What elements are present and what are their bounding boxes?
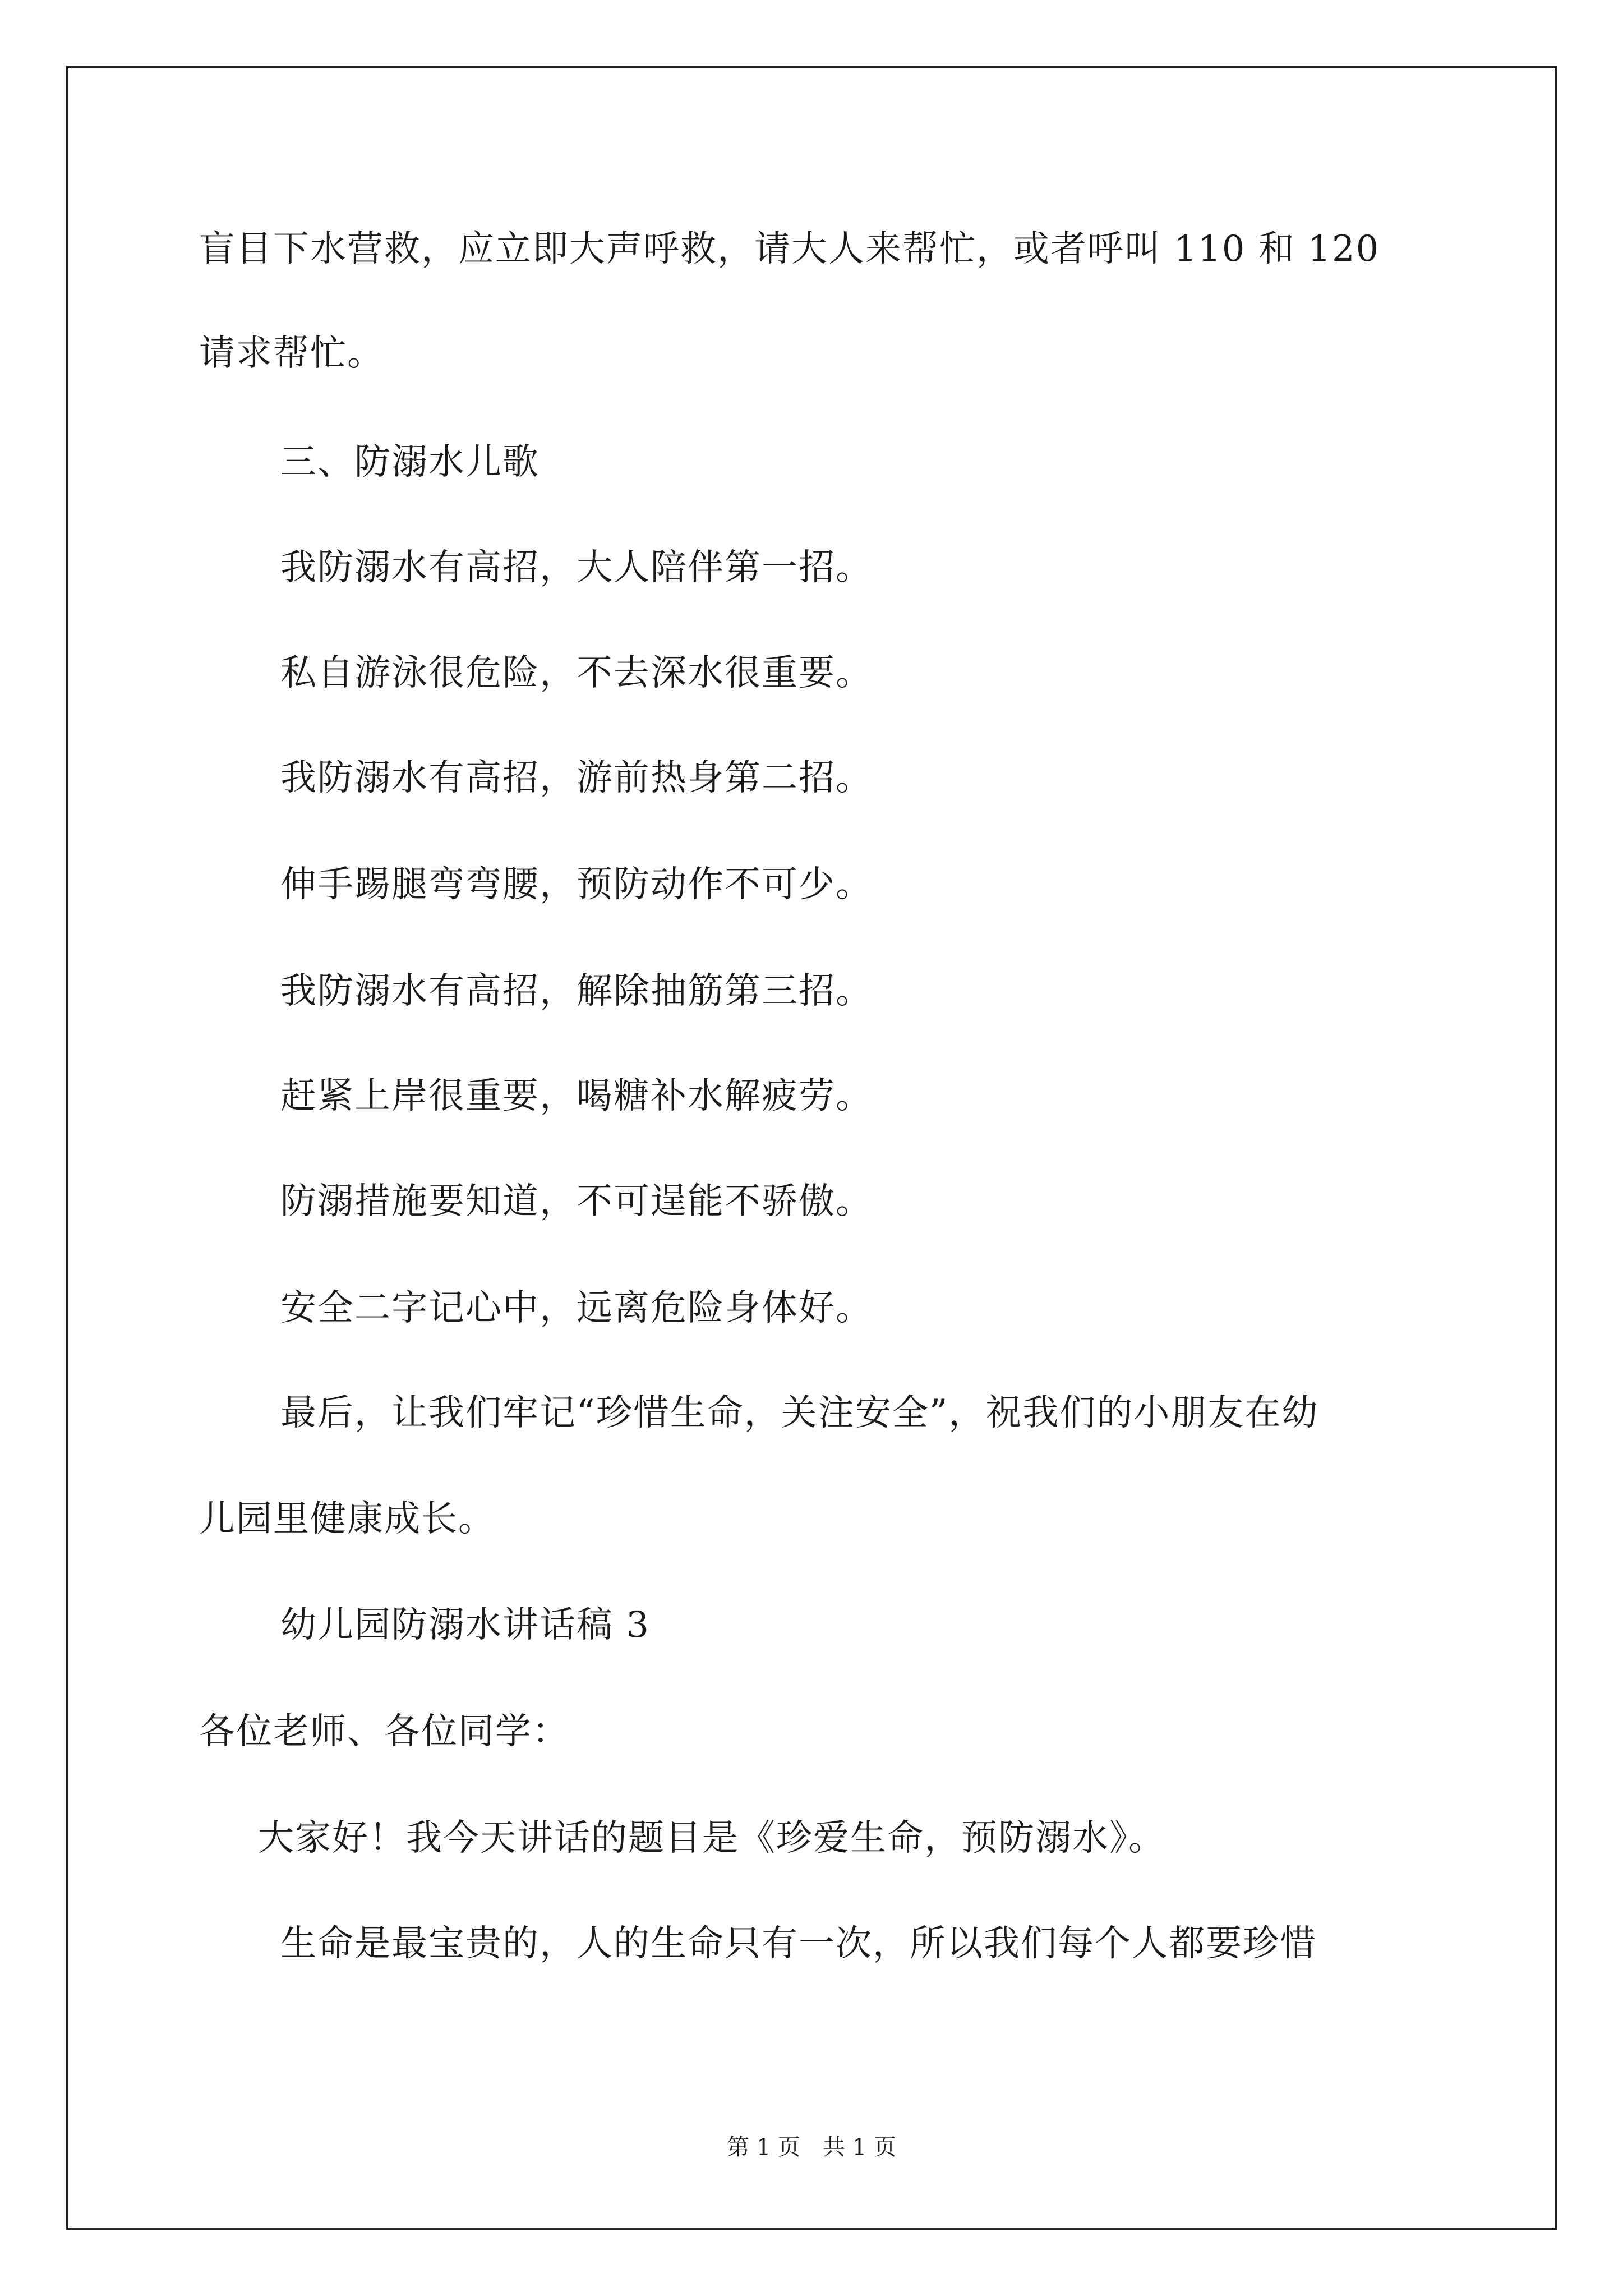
poem-line: 伸手踢腿弯弯腰，预防动作不可少。 (280, 864, 873, 905)
page-footer: 第 1 页 共 1 页 (727, 2134, 896, 2160)
poem-line: 安全二字记心中，远离危险身体好。 (280, 1287, 873, 1329)
poem-line: 我防溺水有高招，游前热身第二招。 (280, 757, 873, 799)
body-line: 最后，让我们牢记“珍惜生命，关注安全”，祝我们的小朋友在幼 (280, 1392, 1319, 1434)
salutation: 各位老师、各位同学： (199, 1711, 569, 1752)
poem-line: 防溺措施要知道，不可逞能不骄傲。 (280, 1181, 873, 1222)
speech-title: 幼儿园防溺水讲话稿 3 (280, 1604, 651, 1646)
poem-line: 我防溺水有高招，解除抽筋第三招。 (280, 970, 873, 1012)
body-line: 大家好！我今天讲话的题目是《珍爱生命，预防溺水》。 (258, 1818, 1165, 1859)
section-heading: 三、防溺水儿歌 (280, 441, 540, 483)
poem-line: 我防溺水有高招，大人陪伴第一招。 (280, 547, 873, 588)
body-line: 请求帮忙。 (199, 333, 384, 374)
body-line: 盲目下水营救，应立即大声呼救，请大人来帮忙，或者呼叫 110 和 120 (199, 228, 1380, 270)
body-line: 儿园里健康成长。 (199, 1498, 495, 1540)
poem-line: 赶紧上岸很重要，喝糖补水解疲劳。 (280, 1075, 873, 1117)
page-border (66, 66, 1557, 2230)
body-line: 生命是最宝贵的，人的生命只有一次，所以我们每个人都要珍惜 (280, 1923, 1317, 1964)
poem-line: 私自游泳很危险，不去深水很重要。 (280, 652, 873, 694)
